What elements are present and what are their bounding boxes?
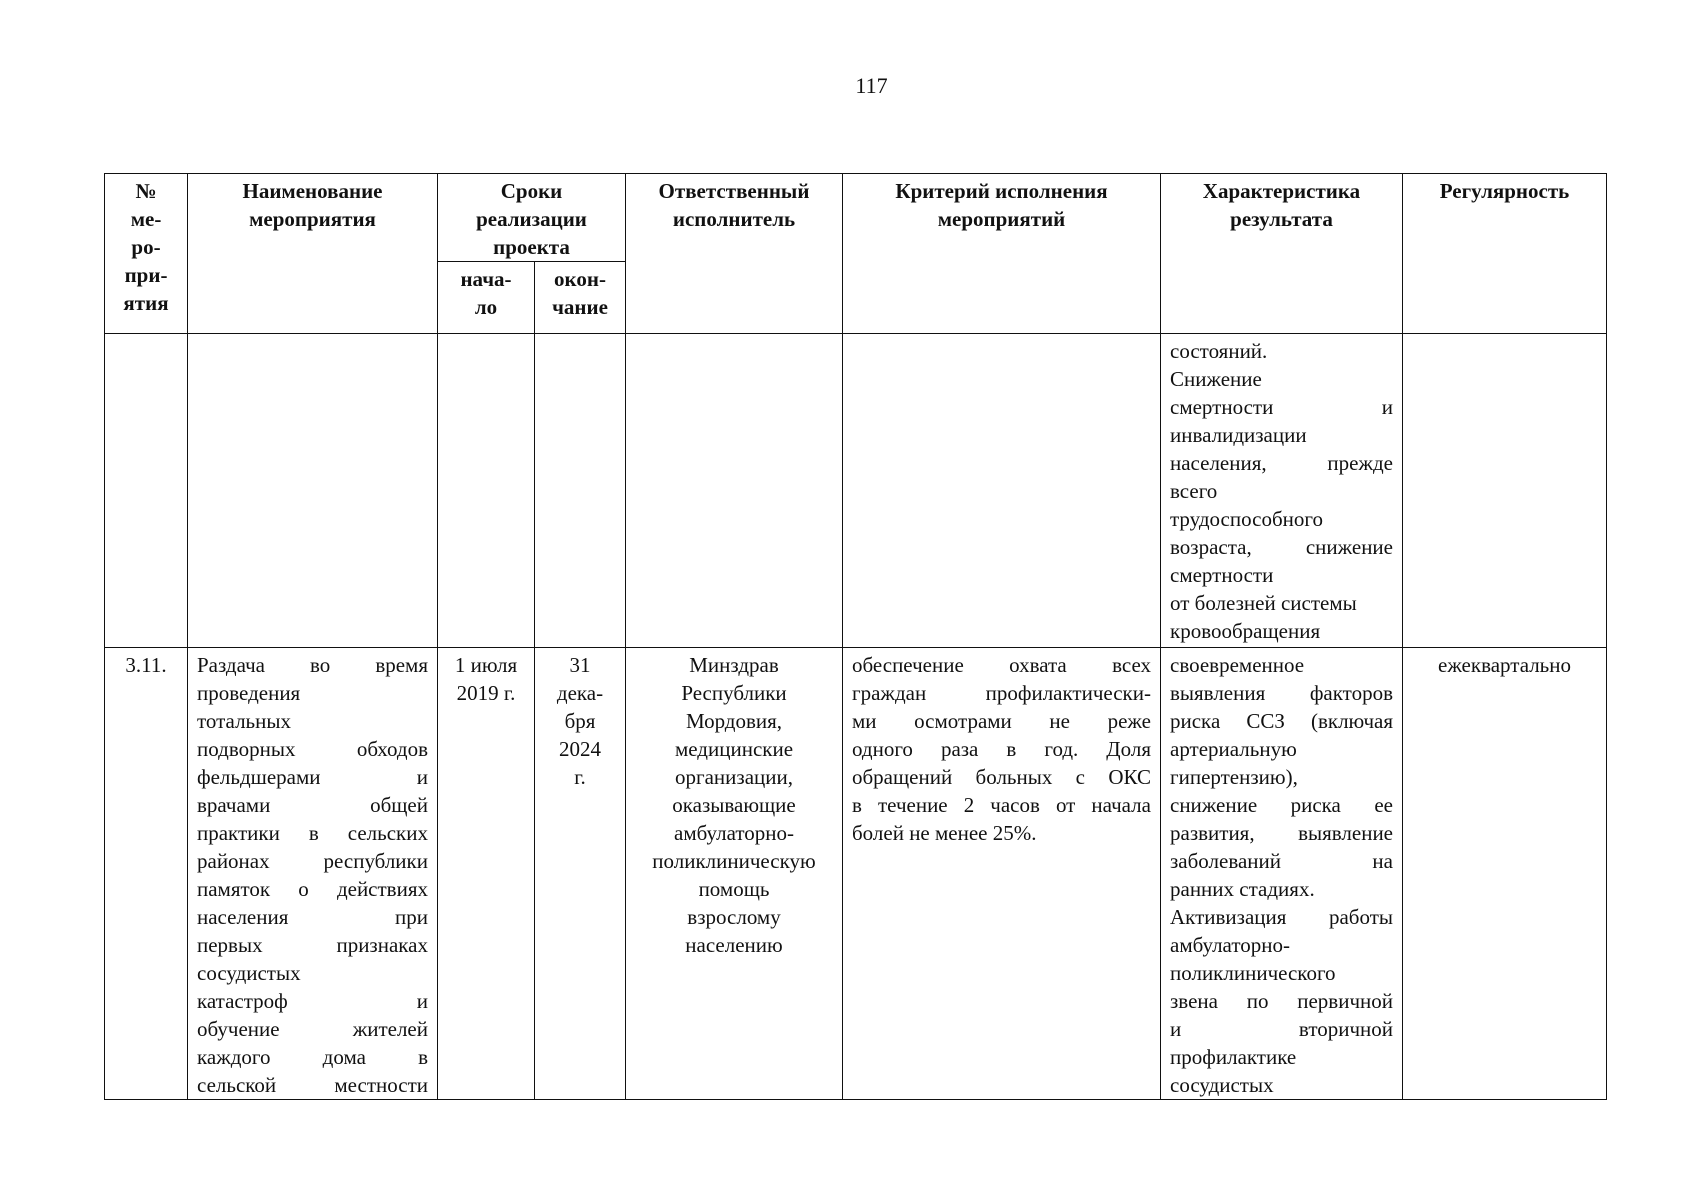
cell-text-line: сельской местности	[197, 1073, 428, 1097]
cell-text-line: ме-	[130, 207, 162, 231]
cell-text-line: мероприятий	[937, 207, 1066, 231]
cell-text-line: врачами общей	[197, 793, 428, 817]
header-responsible	[626, 174, 843, 334]
cell-empty	[188, 334, 438, 648]
cell-text-line: каждого дома в	[197, 1045, 428, 1069]
cell-text-line: амбулаторно-	[1170, 933, 1290, 957]
cell-text-line: снижение риска ее	[1170, 793, 1393, 817]
cell-start-date	[438, 648, 535, 1100]
cell-text-line: тотальных	[197, 709, 291, 733]
cell-result-continuation	[1161, 334, 1403, 648]
cell-text-line: организации,	[675, 765, 793, 789]
cell-text-line: при-	[124, 263, 168, 287]
cell-text-line: своевременное	[1170, 653, 1305, 677]
cell-text-line: ло	[474, 295, 498, 319]
cell-text-line: 2019 г.	[456, 681, 516, 705]
cell-text-line: медицинские	[674, 737, 794, 761]
cell-text-line: взрослому	[687, 905, 781, 929]
cell-text-line: Критерий исполнения	[895, 179, 1108, 203]
cell-text-line: сосудистых	[197, 961, 301, 985]
cell-result	[1161, 648, 1403, 1100]
page-number: 117	[855, 73, 888, 98]
cell-activity-name	[188, 648, 438, 1100]
header-implementation-terms	[438, 174, 626, 262]
cell-text-line: Республики	[681, 681, 787, 705]
cell-text-line: звена по первичной	[1170, 989, 1393, 1013]
cell-text-line: смертности и	[1170, 395, 1393, 419]
cell-text-line: ятия	[123, 291, 169, 315]
cell-text-line: болей не менее 25%.	[852, 821, 1037, 845]
cell-text-line: смертности	[1170, 563, 1274, 587]
cell-text-line: 1 июля	[454, 653, 518, 677]
cell-text-line: Ответственный	[658, 179, 810, 203]
header-activity-number	[105, 174, 188, 334]
cell-text-line: №	[135, 179, 157, 203]
cell-text-line: обращений больных с ОКС	[852, 765, 1151, 789]
cell-text-line: помощь	[698, 877, 770, 901]
cell-text-line: нача-	[460, 267, 512, 291]
cell-text-line: граждан профилактически-	[852, 681, 1151, 705]
cell-text-line: Снижение	[1170, 367, 1262, 391]
cell-text-line: Наименование	[242, 179, 383, 203]
cell-text-line: районах республики	[197, 849, 428, 873]
cell-empty	[1403, 334, 1607, 648]
cell-text-line: мероприятия	[249, 207, 376, 231]
cell-empty	[843, 334, 1161, 648]
cell-text-line: проекта	[493, 235, 570, 259]
cell-text-line: ми осмотрами не реже	[852, 709, 1151, 733]
header-start	[438, 262, 535, 334]
cell-criterion	[843, 648, 1161, 1100]
header-regularity: Регулярность	[1403, 174, 1607, 334]
cell-text-line: инвалидизации	[1170, 423, 1307, 447]
cell-text-line: Раздача во время	[197, 653, 428, 677]
cell-empty	[535, 334, 626, 648]
cell-text-line: развития, выявление	[1170, 821, 1393, 845]
cell-text-line: 2024	[559, 737, 601, 761]
cell-text-line: бря	[564, 709, 596, 733]
cell-text-line: населения при	[197, 905, 428, 929]
cell-text-line: первых признаках	[197, 933, 428, 957]
cell-text-line: Сроки	[500, 179, 563, 203]
cell-text-line: профилактике	[1170, 1045, 1297, 1069]
cell-text-line: одного раза в год. Доля	[852, 737, 1151, 761]
activities-table	[104, 173, 1607, 1100]
cell-text-line: практики в сельских	[197, 821, 428, 845]
cell-text-line: фельдшерами и	[197, 765, 428, 789]
cell-text-line: оказывающие	[672, 793, 796, 817]
cell-text-line: поликлинического	[1170, 961, 1336, 985]
cell-text-line: Минздрав	[689, 653, 779, 677]
cell-activity-number: 3.11.	[105, 648, 188, 1100]
cell-text-line: г.	[574, 765, 586, 789]
table-row-3-11	[105, 648, 1607, 1100]
cell-text-line: Мордовия,	[685, 709, 783, 733]
cell-text-line: Характеристика	[1202, 179, 1361, 203]
cell-text-line: населения, прежде	[1170, 451, 1393, 475]
cell-text-line: Активизация работы	[1170, 905, 1393, 929]
cell-text-line: всего	[1170, 479, 1218, 503]
cell-text-line: возраста, снижение	[1170, 535, 1393, 559]
cell-text-line: сосудистых	[1170, 1073, 1274, 1097]
cell-text-line: заболеваний на	[1170, 849, 1393, 873]
cell-text-line: реализации	[476, 207, 587, 231]
cell-text-line: чание	[552, 295, 608, 319]
cell-text-line: населению	[685, 933, 783, 957]
cell-text-line: и вторичной	[1170, 1017, 1393, 1041]
cell-empty	[105, 334, 188, 648]
cell-text-line: окон-	[554, 267, 606, 291]
cell-text-line: обучение жителей	[197, 1017, 428, 1041]
cell-regularity: ежеквартально	[1403, 648, 1607, 1100]
header-end	[535, 262, 626, 334]
cell-text-line: кровообращения	[1170, 619, 1321, 643]
cell-text-line: обеспечение охвата всех	[852, 653, 1151, 677]
cell-text-line: результата	[1230, 207, 1333, 231]
header-activity-name	[188, 174, 438, 334]
cell-text-line: трудоспособного	[1170, 507, 1323, 531]
cell-text-line: от болезней системы	[1170, 591, 1357, 615]
cell-text-line: состояний.	[1170, 339, 1268, 363]
cell-responsible	[626, 648, 843, 1100]
cell-empty	[626, 334, 843, 648]
cell-text-line: артериальную	[1170, 737, 1297, 761]
cell-end-date	[535, 648, 626, 1100]
cell-text-line: ранних стадиях.	[1170, 877, 1315, 901]
cell-text-line: риска ССЗ (включая	[1170, 709, 1393, 733]
cell-text-line: поликлиническую	[652, 849, 816, 873]
cell-text-line: проведения	[197, 681, 301, 705]
header-criterion	[843, 174, 1161, 334]
cell-text-line: 31	[569, 653, 591, 677]
cell-text-line: исполнитель	[672, 207, 796, 231]
cell-text-line: ро-	[131, 235, 161, 259]
cell-text-line: катастроф и	[197, 989, 428, 1013]
cell-text-line: памяток о действиях	[197, 877, 428, 901]
cell-empty	[438, 334, 535, 648]
cell-text-line: выявления факторов	[1170, 681, 1393, 705]
cell-text-line: амбулаторно-	[674, 821, 794, 845]
table-row-continuation	[105, 334, 1607, 648]
cell-text-line: подворных обходов	[197, 737, 428, 761]
header-result	[1161, 174, 1403, 334]
cell-text-line: в течение 2 часов от начала	[852, 793, 1151, 817]
cell-text-line: дека-	[556, 681, 604, 705]
cell-text-line: гипертензию),	[1170, 765, 1298, 789]
